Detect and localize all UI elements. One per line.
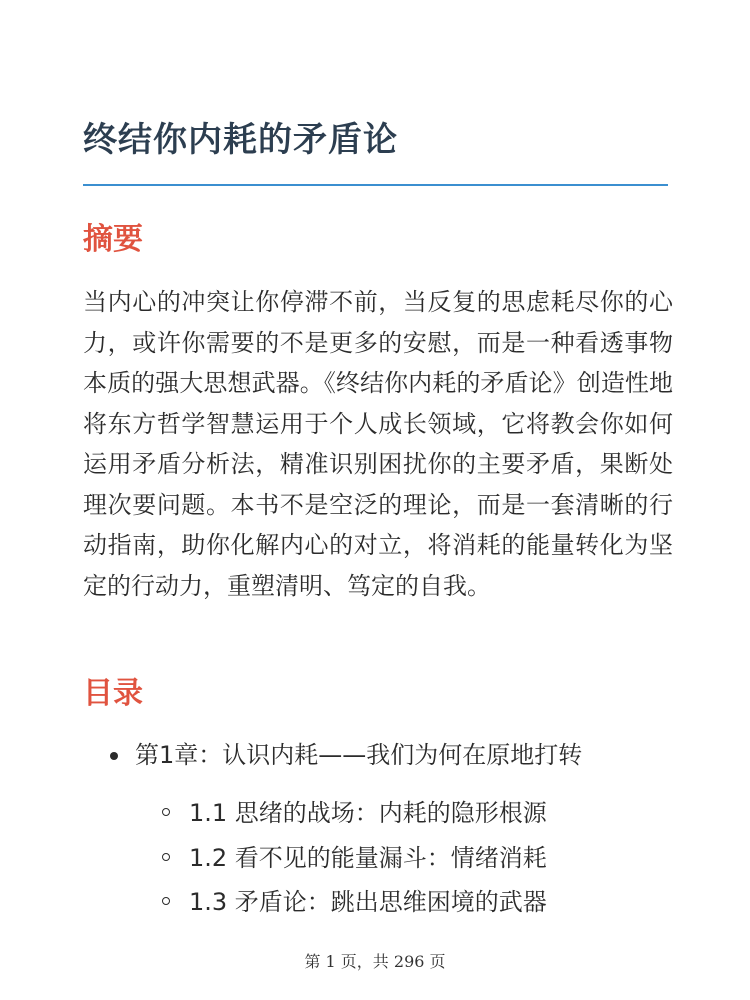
abstract-paragraph: 当内心的冲突让你停滞不前，当反复的思虑耗尽你的心力，或许你需要的不是更多的安慰，而是一种看透事物本质的强大思想武器。《终结你内耗的矛盾论》创造性地将东方哲学智慧运用于个人成长领域，它将教会你如何运用矛盾分析法，精准识别困扰你的主要矛盾，果断处理次要问题。本书不是空泛的理论，而是一套清晰的行动指南，助你化解内心的对立，将消耗的能量转化为坚定的行动力，重塑清明、笃定的自我。 (83, 288, 673, 600)
bullet-circle-icon (162, 853, 170, 861)
bullet-circle-icon (162, 808, 170, 816)
toc-chapter-label: 第1章：认识内耗——我们为何在原地打转 (135, 741, 583, 769)
document-title: 终结你内耗的矛盾论 (83, 120, 398, 160)
abstract-heading: 摘要 (83, 222, 143, 257)
toc-section-label: 1.2 看不见的能量漏斗：情绪消耗 (189, 844, 547, 872)
toc-section-label: 1.3 矛盾论：跳出思维困境的武器 (189, 888, 547, 916)
bullet-circle-icon (162, 897, 170, 905)
bullet-disc-icon (110, 752, 118, 760)
toc-section-label: 1.1 思绪的战场：内耗的隐形根源 (189, 799, 547, 827)
toc-heading: 目录 (83, 676, 143, 711)
page-number-footer: 第 1 页，共 296 页 (304, 952, 446, 971)
